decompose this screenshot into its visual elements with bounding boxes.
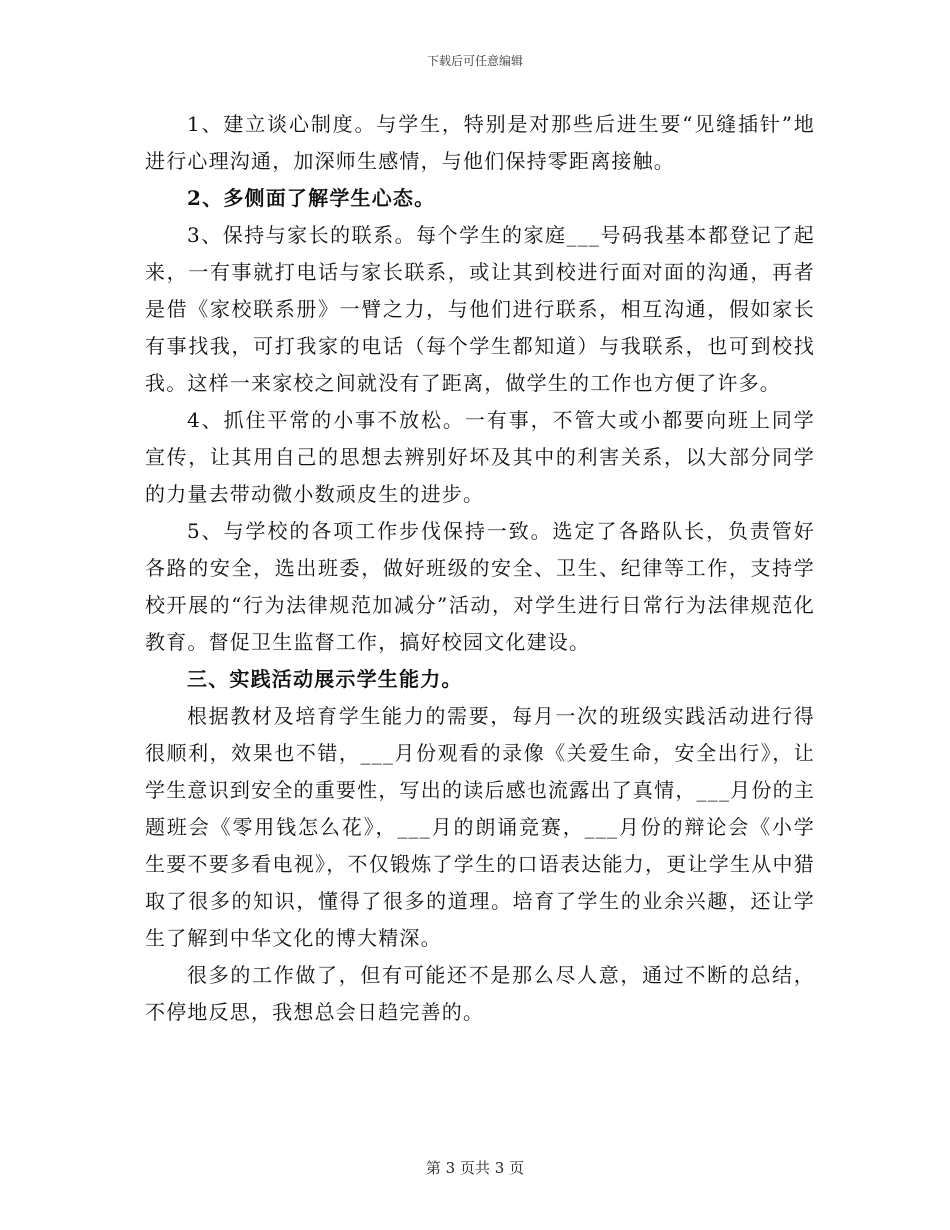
paragraph-parent-contact: 3、保持与家长的联系。每个学生的家庭___号码我基本都登记了起来，一有事就打电话与家长联系，或让其到校进行面对面的沟通，再者是借《家校联系册》一臂之力，与他们进行联系，相互沟通，假如家长有事找我，可打我家的电话（每个学生都知道）与我联系，也可到校找我。这样一来家校之间就没有了距离，做学生的工作也方便了许多。 <box>145 223 815 395</box>
heading-understand-students: 2、多侧面了解学生心态。 <box>187 186 436 210</box>
paragraph-small-matters: 4、抓住平常的小事不放松。一有事，不管大或小都要向班上同学宣传，让其用自己的思想去辨别好坏及其中的利害关系，以大部分同学的力量去带动微小数顽皮生的进步。 <box>145 408 815 506</box>
heading-practice-activities: 三、实践活动展示学生能力。 <box>187 667 463 691</box>
paragraph-school-work: 5、与学校的各项工作步伐保持一致。选定了各路队长，负责管好各路的安全，选出班委，做好班级的安全、卫生、纪律等工作，支持学校开展的“行为法律规范加减分”活动，对学生进行日常行为法律规范化教育。督促卫生监督工作，搞好校园文化建设。 <box>145 519 815 654</box>
page-footer: 第 3 页共 3 页 <box>425 1159 525 1177</box>
document-body <box>145 106 815 1031</box>
paragraph-talk-system: 1、建立谈心制度。与学生，特别是对那些后进生要“见缝插针”地进行心理沟通，加深师生感情，与他们保持零距离接触。 <box>145 112 815 173</box>
paragraph-activities: 根据教材及培育学生能力的需要，每月一次的班级实践活动进行得很顺利，效果也不错，___月份观看的录像《关爱生命，安全出行》，让学生意识到安全的重要性，写出的读后感也流露出了真情，___月份的主题班会《零用钱怎么花》，___月的朗诵竞赛，___月份的辩论会《小学生要不要多看电视》，不仅锻炼了学生的口语表达能力，更让学生从中猎取了很多的知识，懂得了很多的道理。培育了学生的业余兴趣，还让学生了解到中华文化的博大精深。 <box>145 704 815 950</box>
paragraph-conclusion: 很多的工作做了，但有可能还不是那么尽人意，通过不断的总结，不停地反思，我想总会日趋完善的。 <box>145 963 815 1024</box>
page-header: 下载后可任意编辑 <box>426 54 523 68</box>
